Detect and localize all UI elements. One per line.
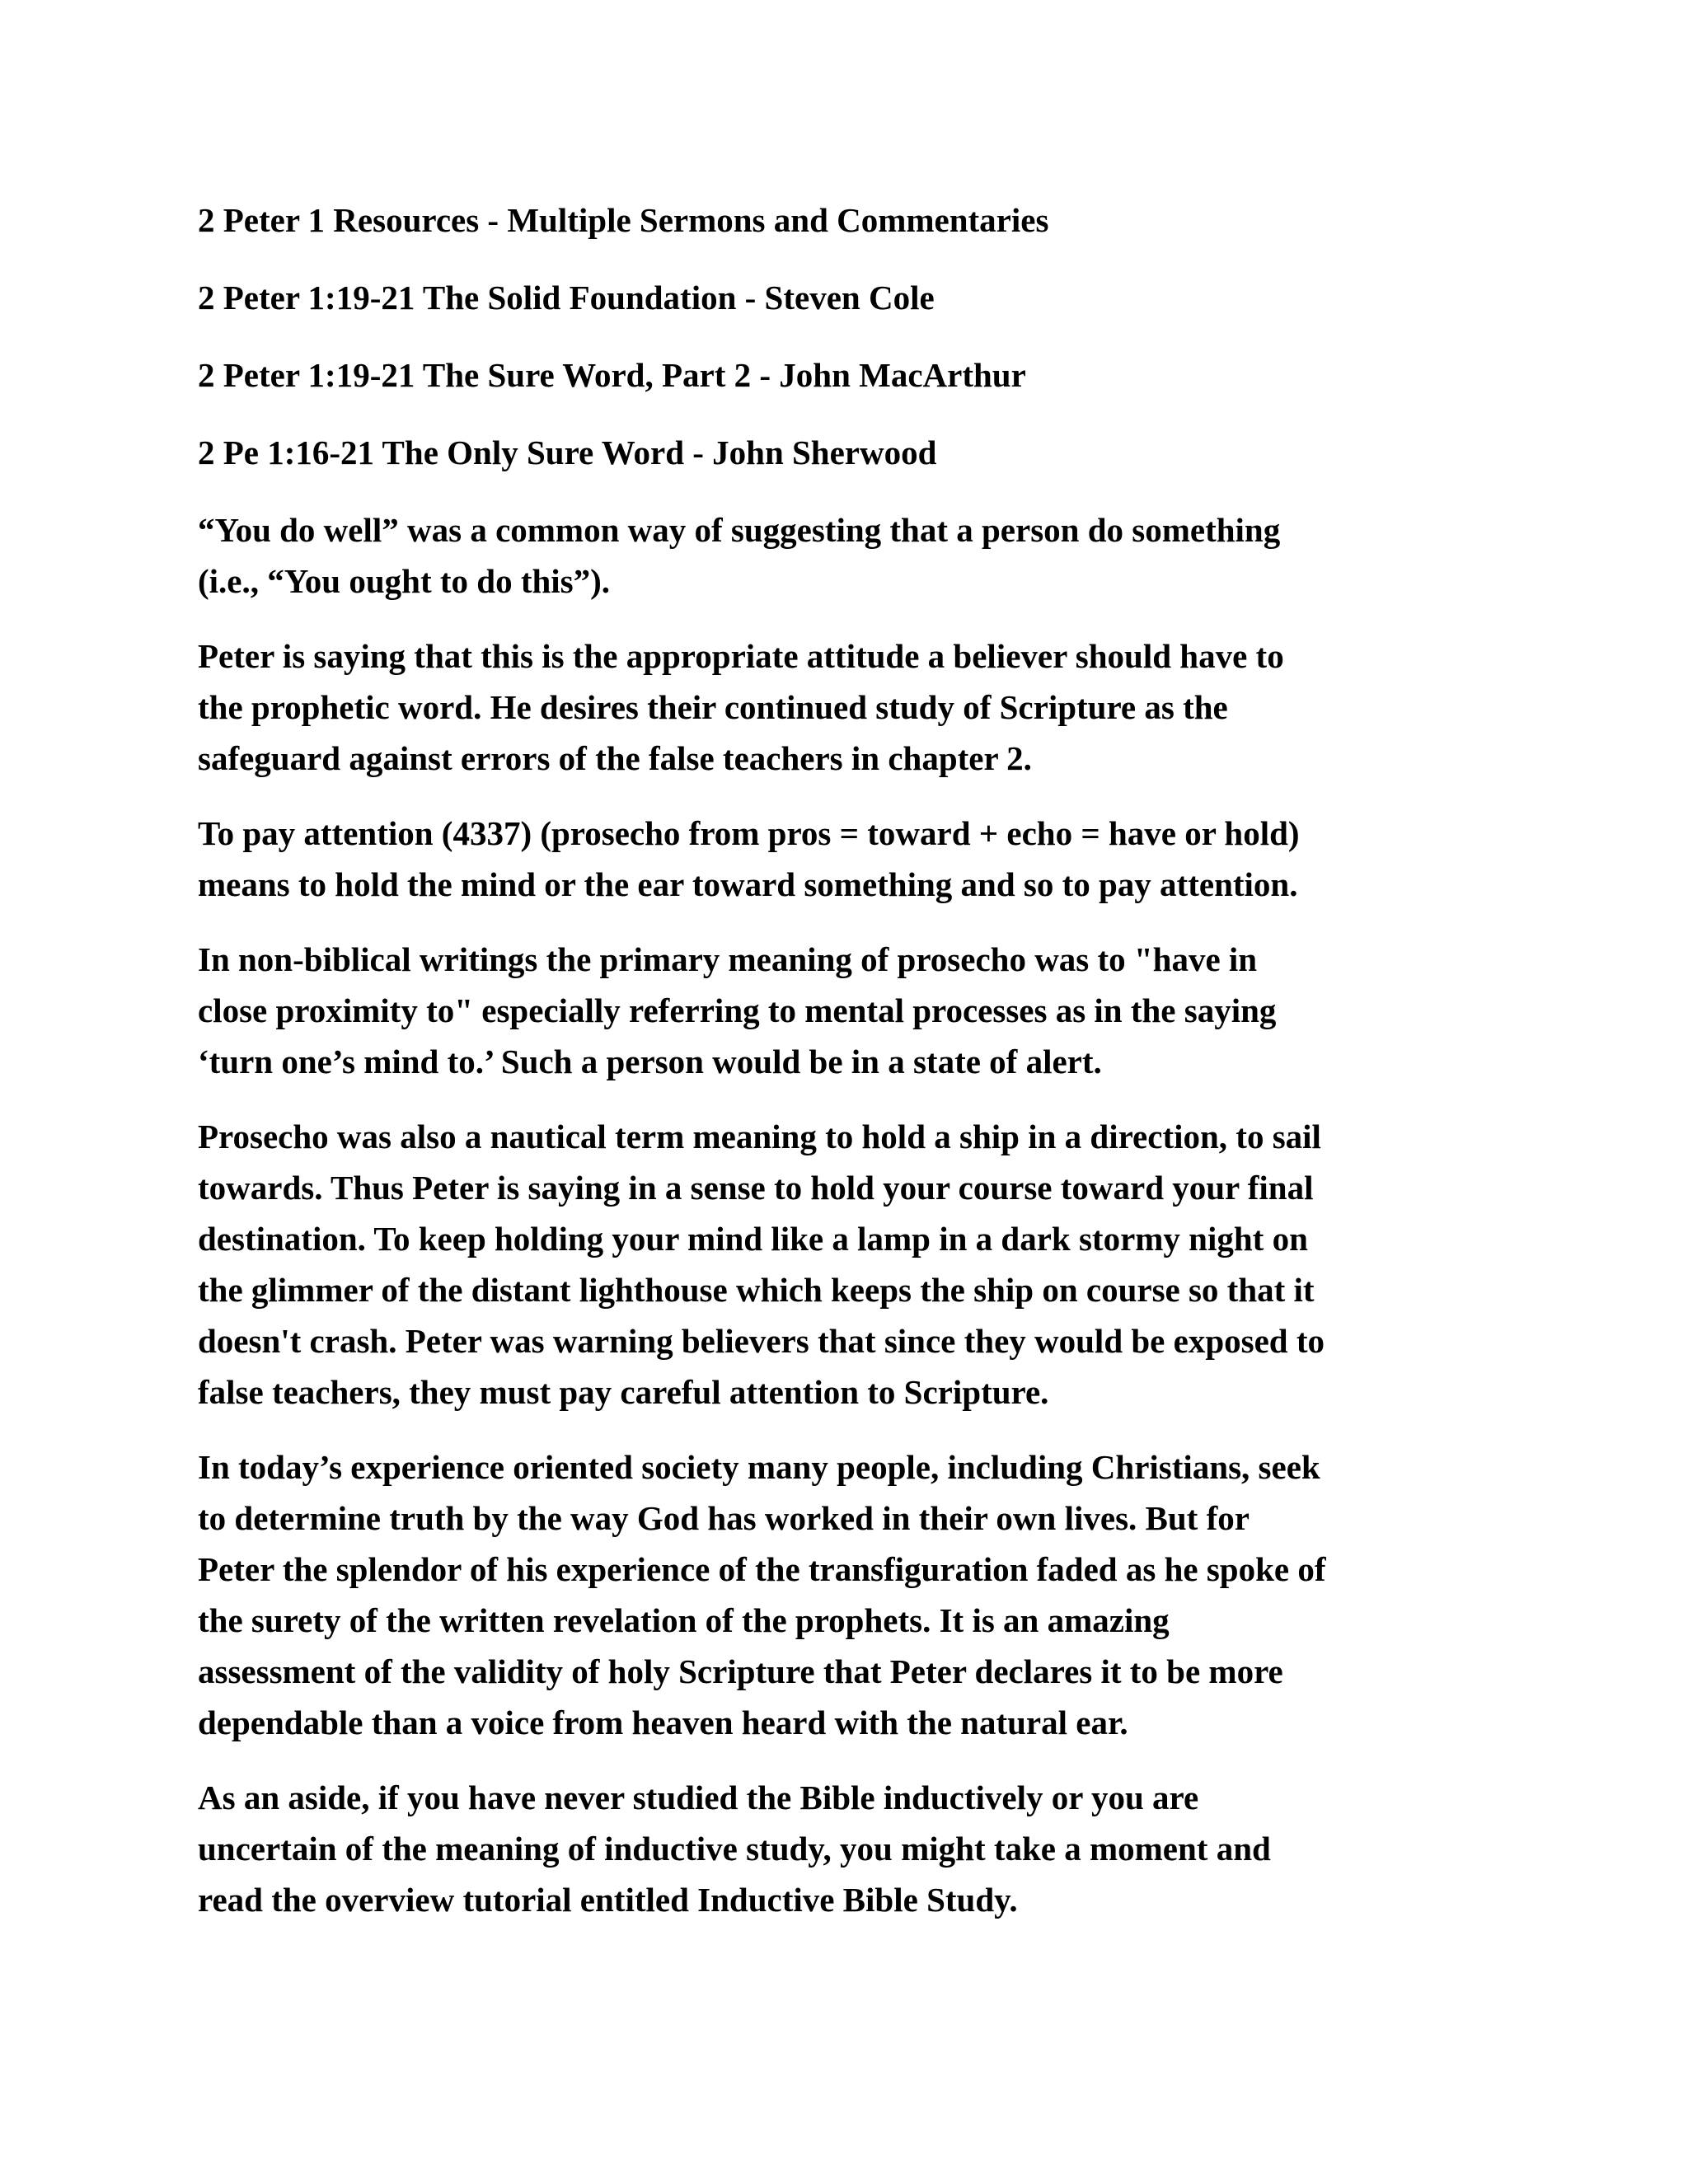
resource-link-sure-word-part-2[interactable]: 2 Peter 1:19-21 The Sure Word, Part 2 - John MacArthur — [198, 356, 1026, 394]
paragraph-non-biblical-meaning — [198, 934, 1500, 1087]
paragraph-line: ‘turn one’s mind to.’ Such a person would be in a state of alert. — [198, 1043, 1102, 1080]
resource-link-solid-foundation[interactable]: 2 Peter 1:19-21 The Solid Foundation - Steven Cole — [198, 279, 935, 316]
paragraph-line: (i.e., “You ought to do this”). — [198, 562, 611, 600]
paragraph-line: In today’s experience oriented society many people, including Christians, seek — [198, 1448, 1320, 1486]
paragraph-line: the surety of the written revelation of the prophets. It is an amazing — [198, 1601, 1170, 1639]
paragraph-nautical-term — [198, 1111, 1500, 1418]
paragraph-line: dependable than a voice from heaven heard with the natural ear. — [198, 1704, 1128, 1741]
paragraph-line: Peter is saying that this is the appropriate attitude a believer should have to — [198, 637, 1284, 675]
paragraph-line: towards. Thus Peter is saying in a sense to hold your course toward your final — [198, 1169, 1314, 1207]
document-page — [198, 194, 1500, 1949]
paragraph-line: Peter the splendor of his experience of the transfiguration faded as he spoke of — [198, 1550, 1326, 1588]
paragraph-line: to determine truth by the way God has worked in their own lives. But for — [198, 1499, 1250, 1537]
paragraph-line: uncertain of the meaning of inductive study, you might take a moment and — [198, 1830, 1271, 1868]
resource-link-2-peter-1-resources[interactable]: 2 Peter 1 Resources - Multiple Sermons and Commentaries — [198, 201, 1049, 239]
paragraph-line: close proximity to" especially referring to mental processes as in the saying — [198, 991, 1277, 1029]
paragraph-line: the prophetic word. He desires their continued study of Scripture as the — [198, 688, 1228, 726]
paragraph-line: “You do well” was a common way of suggesting that a person do something — [198, 511, 1281, 549]
paragraph-you-do-well — [198, 504, 1500, 607]
paragraph-appropriate-attitude — [198, 630, 1500, 784]
paragraph-line: safeguard against errors of the false teachers in chapter 2. — [198, 739, 1032, 777]
paragraph-line: To pay attention (4337) (prosecho from pros = toward + echo = have or hold) — [198, 814, 1300, 852]
paragraph-experience-oriented-society — [198, 1441, 1500, 1748]
paragraph-line: assessment of the validity of holy Scripture that Peter declares it to be more — [198, 1652, 1283, 1690]
paragraph-pay-attention-definition — [198, 808, 1500, 910]
paragraph-line: As an aside, if you have never studied the Bible inductively or you are — [198, 1779, 1199, 1816]
paragraph-line: doesn't crash. Peter was warning believers that since they would be exposed to — [198, 1322, 1325, 1360]
paragraph-line: means to hold the mind or the ear toward something and so to pay attention. — [198, 865, 1298, 903]
resource-link-only-sure-word[interactable]: 2 Pe 1:16-21 The Only Sure Word - John Sherwood — [198, 434, 937, 471]
paragraph-line: the glimmer of the distant lighthouse which keeps the ship on course so that it — [198, 1271, 1315, 1309]
paragraph-line: Prosecho was also a nautical term meaning to hold a ship in a direction, to sail — [198, 1118, 1321, 1155]
paragraph-line: In non-biblical writings the primary meaning of prosecho was to "have in — [198, 940, 1258, 978]
paragraph-line: false teachers, they must pay careful attention to Scripture. — [198, 1373, 1049, 1411]
paragraph-inductive-study-aside — [198, 1772, 1500, 1925]
paragraph-line: destination. To keep holding your mind like a lamp in a dark stormy night on — [198, 1220, 1308, 1258]
paragraph-line: read the overview tutorial entitled Inductive Bible Study. — [198, 1881, 1018, 1919]
